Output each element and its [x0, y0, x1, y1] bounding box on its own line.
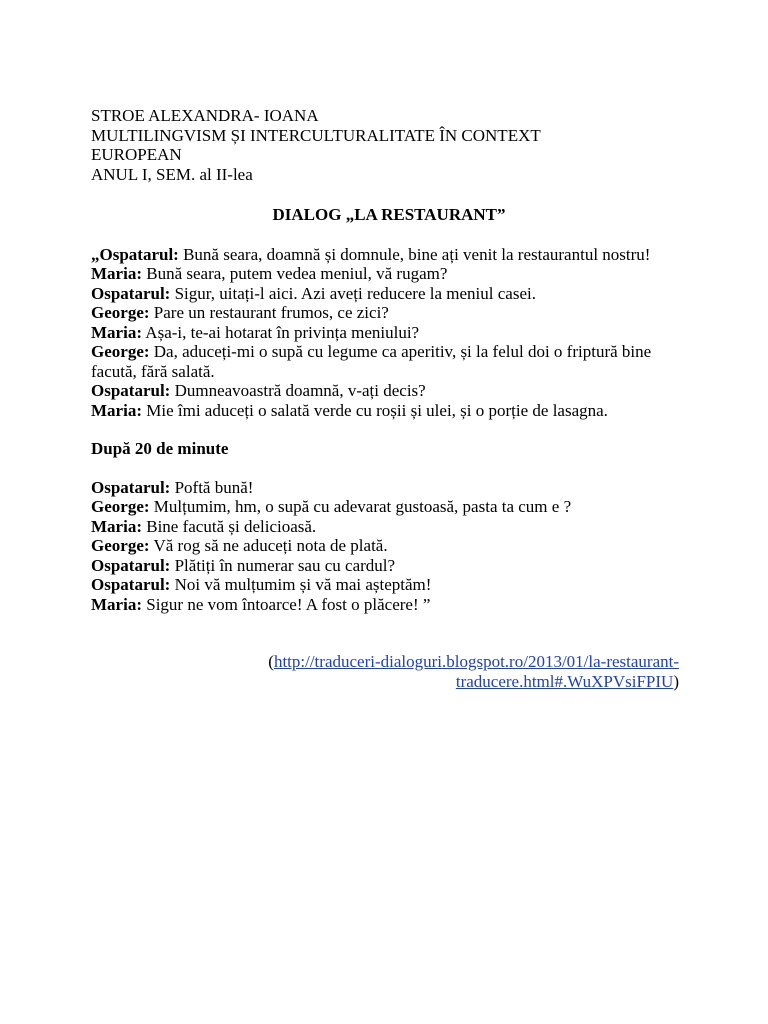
dialog-part-1 [91, 245, 681, 421]
program-name-line1: MULTILINGVISM ȘI INTERCULTURALITATE ÎN CONTEXT [91, 125, 541, 145]
speaker-name: „Ospatarul: [91, 244, 179, 264]
source-link[interactable]: http://traduceri-dialoguri.blogspot.ro/2013/01/la-restaurant-traducere.html#.WuXPVsiFPIU [273, 652, 679, 691]
dialog-text: Bine facută și delicioasă. [141, 516, 317, 536]
speaker-name: Maria: [91, 594, 142, 614]
dialog-text: Noi vă mulțumim și vă mai așteptăm! [170, 575, 432, 594]
dialog-line [91, 595, 681, 615]
dialog-line [91, 381, 681, 401]
speaker-name: George: [91, 342, 150, 361]
dialog-text: Bună seara, putem vedea meniul, vă rugam? [141, 264, 448, 283]
dialog-line [91, 478, 681, 498]
paragraph-spacer [91, 420, 681, 439]
speaker-name: Maria: [91, 400, 142, 420]
dialog-title: DIALOG „LA RESTAURANT” [272, 205, 506, 224]
paragraph-spacer [91, 459, 681, 478]
dialog-text: Plătiți în numerar sau cu cardul? [170, 555, 396, 575]
dialog-line [91, 556, 681, 576]
program-name-line2: EUROPEAN [91, 145, 182, 164]
dialog-text: Pare un restaurant frumos, ce zici? [149, 303, 389, 322]
section-heading: După 20 de minute [91, 439, 229, 458]
document-page [91, 106, 681, 691]
dialog-line [91, 284, 681, 304]
source-citation-text [229, 652, 679, 691]
speaker-name: Ospatarul: [91, 283, 171, 303]
speaker-name: George: [91, 497, 150, 516]
dialog-line [91, 536, 681, 556]
dialog-line [91, 497, 681, 517]
dialog-text: Da, aduceți-mi o supă cu legume ca aperitiv, și la felul doi o friptură bine facută, fără salată. [91, 342, 652, 381]
dialog-text: Poftă bună! [170, 477, 254, 497]
dialog-text: Mie îmi aduceți o salată verde cu roșii și ulei, și o porție de lasagna. [141, 400, 608, 420]
study-year: ANUL I, SEM. al II-lea [91, 164, 253, 184]
speaker-name: George: [91, 303, 150, 322]
open-parenthesis: ( [268, 652, 274, 671]
dialog-part-2 [91, 478, 681, 615]
source-citation [91, 652, 681, 691]
dialog-text: Bună seara, doamnă și domnule, bine ați venit la restaurantul nostru! [178, 244, 651, 264]
speaker-name: Ospatarul: [91, 477, 171, 497]
dialog-line [91, 264, 681, 284]
dialog-text: Sigur ne vom întoarce! A fost o plăcere! ” [141, 594, 431, 614]
author-name: STROE ALEXANDRA- IOANA [91, 106, 319, 125]
speaker-name: Ospatarul: [91, 555, 171, 575]
dialog-text: Așa-i, te-ai hotarat în privința meniului? [141, 322, 420, 342]
speaker-name: Ospatarul: [91, 575, 171, 594]
dialog-line [91, 245, 681, 265]
dialog-text: Mulțumim, hm, o supă cu adevarat gustoasă, pasta ta cum e ? [149, 497, 572, 516]
speaker-name: Maria: [91, 322, 142, 342]
dialog-line [91, 342, 681, 381]
dialog-line [91, 323, 681, 343]
speaker-name: George: [91, 536, 150, 555]
dialog-line [91, 303, 681, 323]
speaker-name: Maria: [91, 516, 142, 536]
dialog-line [91, 575, 681, 595]
dialog-text: Vă rog să ne aduceți nota de plată. [149, 536, 388, 555]
dialog-line [91, 401, 681, 421]
speaker-name: Ospatarul: [91, 381, 171, 400]
document-header [91, 106, 681, 184]
dialog-text: Sigur, uitați-l aici. Azi aveți reducere la meniul casei. [170, 283, 536, 303]
dialog-text: Dumneavoastră doamnă, v-ați decis? [170, 381, 426, 400]
close-parenthesis: ) [673, 671, 679, 691]
dialog-line [91, 517, 681, 537]
speaker-name: Maria: [91, 264, 142, 283]
